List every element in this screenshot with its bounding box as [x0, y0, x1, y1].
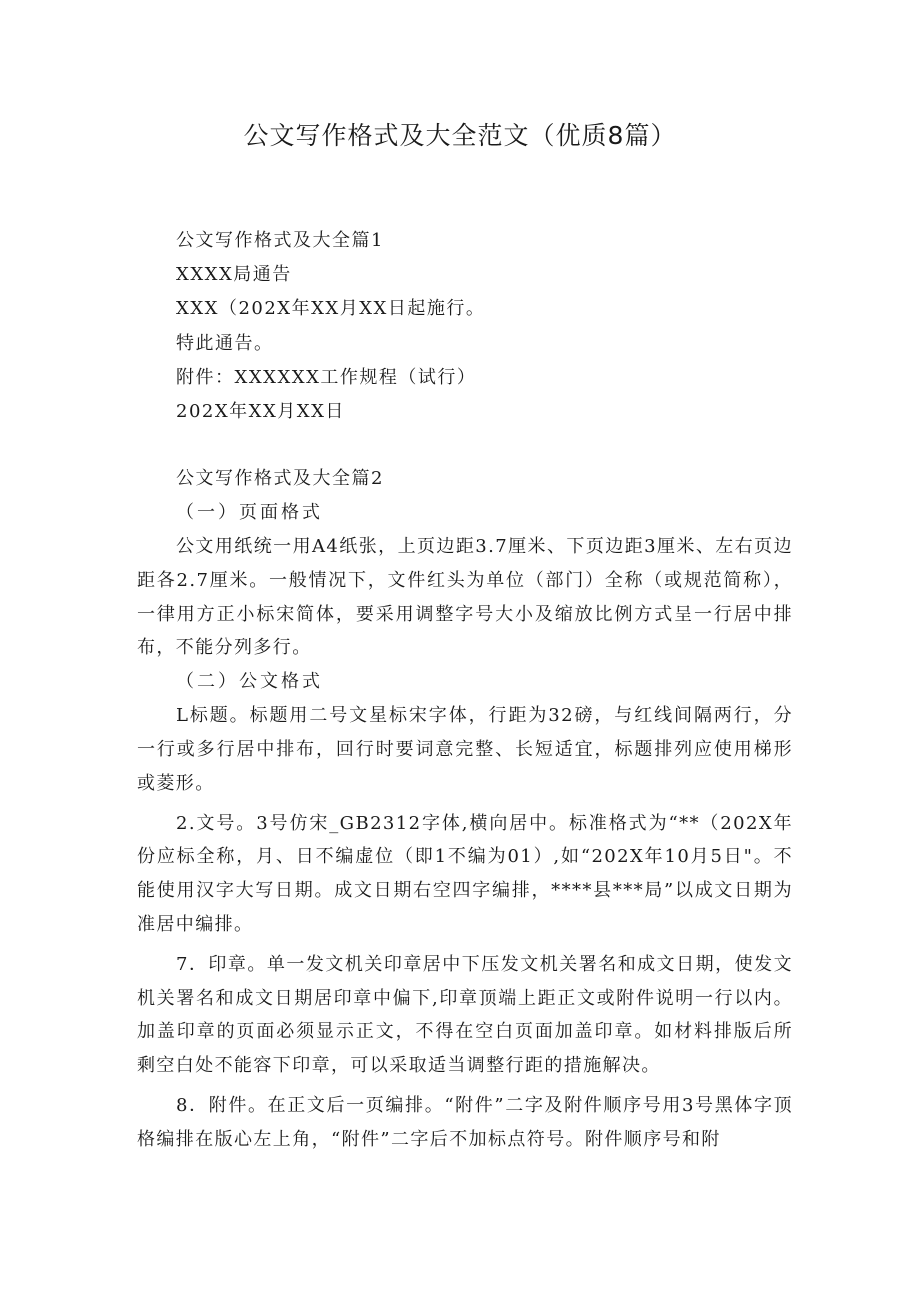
paragraph-document-number: 2.文号。3号仿宋_GB2312字体,横向居中。标准格式为“**（202X年份应标全称，月、日不编虚位（即1不编为01）,如“202X年10月5日"。不能使用汉字大写日期。成文日期右空四字编排，****县***局”以成文日期为准居中编排。: [137, 812, 793, 935]
notice-body: XXX（202X年XX月XX日起施行。: [176, 298, 486, 320]
notice-date: 202X年XX月XX日: [176, 400, 345, 422]
section-2-heading: 公文写作格式及大全篇2: [176, 468, 384, 489]
paragraph-page-format: 公文用纸统一用A4纸张，上页边距3.7厘米、下页边距3厘米、左右页边距各2.7厘米。一般情况下，文件红头为单位（部门）全称（或规范简称），一律用方正小标宋简体，要采用调整字号大小及缩放比例方式呈一行居中排布，不能分列多行。: [137, 536, 793, 659]
section-2: [137, 462, 793, 1157]
section-1: [176, 224, 485, 429]
notice-title: XXXX局通告: [176, 264, 292, 286]
notice-attachment: 附件：XXXXXX工作规程（试行）: [176, 366, 477, 388]
subheading-page-format: （一）页面格式: [176, 502, 323, 523]
paragraph-seal: 7．印章。单一发文机关印章居中下压发文机关署名和成文日期，使发文机关署名和成文日期居印章中偏下,印章顶端上距正文或附件说明一行以内。加盖印章的页面必须显示正文，不得在空白页面加盖印章。如材料排版后所剩空白处不能容下印章，可以采取适当调整行距的措施解决。: [137, 953, 793, 1077]
paragraph-attachment: 8．附件。在正文后一页编排。“附件”二字及附件顺序号用3号黑体字顶格编排在版心左上角，“附件”二字后不加标点符号。附件顺序号和附: [137, 1094, 793, 1150]
notice-closing: 特此通告。: [176, 332, 274, 354]
subheading-document-format: （二）公文格式: [176, 671, 323, 693]
document-title: 公文写作格式及大全范文（优质8篇）: [243, 121, 677, 150]
paragraph-title-rules: L标题。标题用二号文星标宋字体，行距为32磅，与红线间隔两行，分一行或多行居中排布，回行时要词意完整、长短适宜，标题排列应使用梯形或菱形。: [137, 705, 793, 794]
section-1-heading: 公文写作格式及大全篇1: [176, 230, 384, 251]
